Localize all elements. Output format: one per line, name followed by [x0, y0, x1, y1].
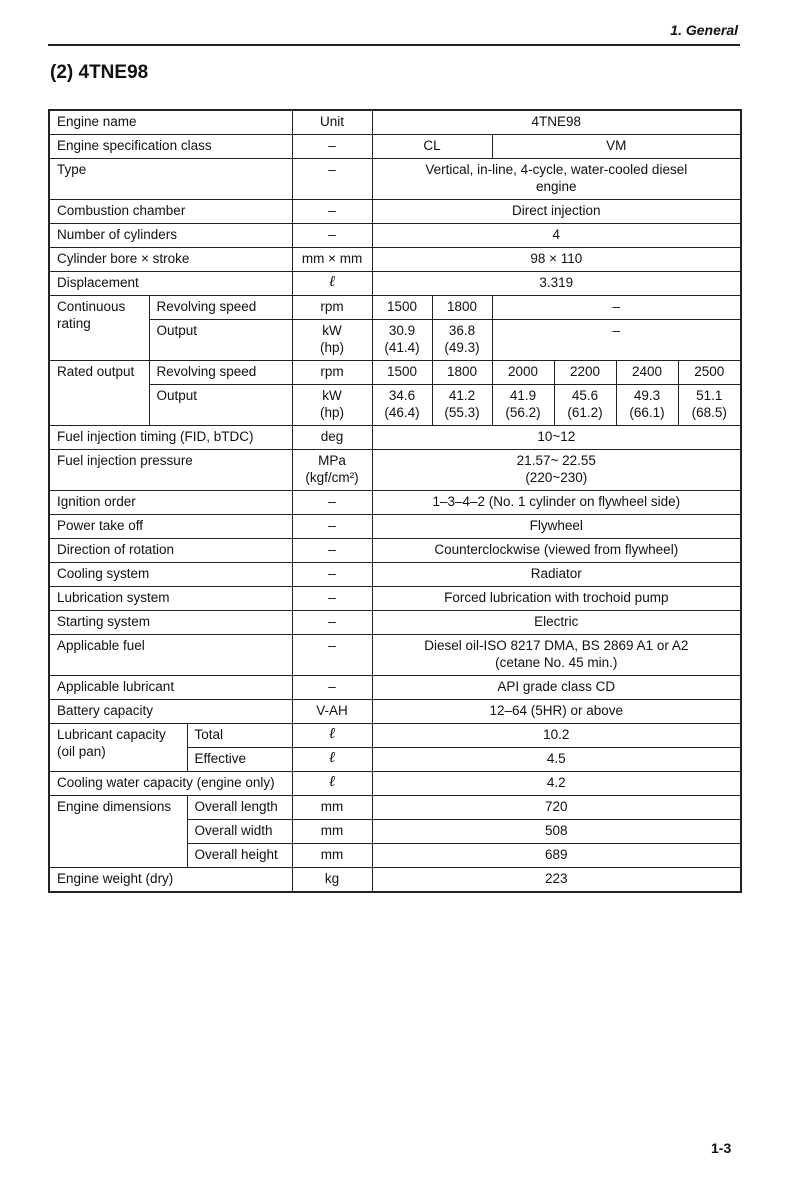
table-row	[49, 587, 741, 611]
table-row	[49, 700, 741, 724]
section-header: 1. General	[670, 22, 738, 38]
hp: (41.4)	[384, 340, 420, 355]
value-line: 21.57~ 22.55	[516, 453, 596, 468]
unit: –	[292, 159, 372, 200]
table-row	[49, 135, 741, 159]
sub-label: Overall width	[187, 820, 292, 844]
kw: 36.8	[448, 323, 476, 338]
value: 2200	[554, 361, 616, 385]
table-row	[49, 272, 741, 296]
value: 223	[372, 868, 741, 893]
value: 689	[372, 844, 741, 868]
value: Radiator	[372, 563, 741, 587]
row-label: Rated output	[49, 361, 149, 426]
unit: mm × mm	[292, 248, 372, 272]
value: Counterclockwise (viewed from flywheel)	[372, 539, 741, 563]
value: Flywheel	[372, 515, 741, 539]
kw: 41.2	[448, 388, 476, 403]
table-row	[49, 676, 741, 700]
value: 4.2	[372, 772, 741, 796]
row-label: Starting system	[49, 611, 292, 635]
row-label: Lubrication system	[49, 587, 292, 611]
value-cl: CL	[372, 135, 492, 159]
table-row	[49, 724, 741, 748]
value: 2400	[616, 361, 678, 385]
kw: 41.9	[509, 388, 537, 403]
unit-line: (hp)	[320, 405, 345, 420]
unit: –	[292, 676, 372, 700]
unit: ℓ	[292, 772, 372, 796]
unit: mm	[292, 820, 372, 844]
value: 1–3–4–2 (No. 1 cylinder on flywheel side)	[372, 491, 741, 515]
unit-line: kW	[322, 323, 342, 338]
table-row	[49, 515, 741, 539]
value: 12–64 (5HR) or above	[372, 700, 741, 724]
unit: V-AH	[292, 700, 372, 724]
value: 2000	[492, 361, 554, 385]
row-label: Direction of rotation	[49, 539, 292, 563]
row-label: Engine dimensions	[49, 796, 187, 868]
unit: –	[292, 515, 372, 539]
value	[372, 450, 741, 491]
unit	[292, 385, 372, 426]
hp: (61.2)	[567, 405, 603, 420]
hp: (49.3)	[444, 340, 480, 355]
unit: ℓ	[292, 748, 372, 772]
unit	[292, 320, 372, 361]
unit: –	[292, 200, 372, 224]
value: 1500	[372, 296, 432, 320]
value-line: (cetane No. 45 min.)	[495, 655, 618, 670]
table-row	[49, 563, 741, 587]
value	[678, 385, 741, 426]
unit: kg	[292, 868, 372, 893]
row-label: Continuous rating	[49, 296, 149, 361]
value-line: Diesel oil-ISO 8217 DMA, BS 2869 A1 or A2	[424, 638, 689, 653]
value: 1800	[432, 361, 492, 385]
unit: –	[292, 135, 372, 159]
row-label: Cooling water capacity (engine only)	[49, 772, 292, 796]
kw: 51.1	[696, 388, 723, 403]
table-row	[49, 110, 741, 135]
row-label: Cylinder bore × stroke	[49, 248, 292, 272]
row-label: Fuel injection pressure	[49, 450, 292, 491]
value: 98 × 110	[372, 248, 741, 272]
value: –	[492, 296, 741, 320]
page-title: (2) 4TNE98	[50, 62, 149, 83]
kw: 30.9	[388, 323, 416, 338]
page-number: 1-3	[711, 1140, 732, 1156]
hp: (68.5)	[691, 405, 727, 420]
unit: –	[292, 587, 372, 611]
value: 1500	[372, 361, 432, 385]
value-line: (220~230)	[525, 470, 588, 485]
row-label: Engine name	[49, 110, 292, 135]
row-label: Displacement	[49, 272, 292, 296]
value	[554, 385, 616, 426]
value: 2500	[678, 361, 741, 385]
value: 1800	[432, 296, 492, 320]
table-row	[49, 868, 741, 893]
unit-line: kW	[322, 388, 342, 403]
table-row	[49, 635, 741, 676]
unit-header: Unit	[292, 110, 372, 135]
value: 4.5	[372, 748, 741, 772]
unit-line: MPa	[318, 453, 346, 468]
unit: ℓ	[292, 724, 372, 748]
value	[372, 385, 432, 426]
row-label: Applicable fuel	[49, 635, 292, 676]
table-row	[49, 320, 741, 361]
value	[372, 159, 741, 200]
row-label: Fuel injection timing (FID, bTDC)	[49, 426, 292, 450]
table-row	[49, 796, 741, 820]
value: API grade class CD	[372, 676, 741, 700]
table-row	[49, 159, 741, 200]
sub-label: Output	[149, 385, 292, 426]
hp: (66.1)	[629, 405, 665, 420]
kw: 34.6	[388, 388, 416, 403]
value: Electric	[372, 611, 741, 635]
table-row	[49, 224, 741, 248]
sub-label: Overall height	[187, 844, 292, 868]
unit	[292, 450, 372, 491]
header-rule	[48, 44, 740, 46]
sub-label: Revolving speed	[149, 296, 292, 320]
unit: –	[292, 635, 372, 676]
unit: –	[292, 563, 372, 587]
unit: rpm	[292, 296, 372, 320]
table-row	[49, 361, 741, 385]
unit-line: (kgf/cm²)	[305, 470, 359, 485]
table-row	[49, 491, 741, 515]
hp: (55.3)	[444, 405, 480, 420]
unit-line: (hp)	[320, 340, 345, 355]
hp: (46.4)	[384, 405, 420, 420]
value: –	[492, 320, 741, 361]
value	[616, 385, 678, 426]
value: 720	[372, 796, 741, 820]
unit: –	[292, 611, 372, 635]
value	[432, 385, 492, 426]
sub-label: Revolving speed	[149, 361, 292, 385]
sub-label: Output	[149, 320, 292, 361]
row-label: Applicable lubricant	[49, 676, 292, 700]
value	[372, 635, 741, 676]
unit: mm	[292, 796, 372, 820]
row-label: Power take off	[49, 515, 292, 539]
value: 508	[372, 820, 741, 844]
value	[492, 385, 554, 426]
row-label: Lubricant capacity (oil pan)	[49, 724, 187, 772]
table-row	[49, 200, 741, 224]
unit: –	[292, 224, 372, 248]
table-row	[49, 385, 741, 426]
unit: –	[292, 539, 372, 563]
sub-label: Overall length	[187, 796, 292, 820]
unit: mm	[292, 844, 372, 868]
row-label: Engine weight (dry)	[49, 868, 292, 893]
row-label: Cooling system	[49, 563, 292, 587]
value	[432, 320, 492, 361]
value	[372, 320, 432, 361]
table-row	[49, 772, 741, 796]
row-label: Battery capacity	[49, 700, 292, 724]
value: 3.319	[372, 272, 741, 296]
row-label: Type	[49, 159, 292, 200]
unit: deg	[292, 426, 372, 450]
spec-table	[48, 109, 742, 893]
table-row	[49, 426, 741, 450]
value: Direct injection	[372, 200, 741, 224]
kw: 49.3	[633, 388, 661, 403]
sub-label: Effective	[187, 748, 292, 772]
table-row	[49, 248, 741, 272]
value: Forced lubrication with trochoid pump	[372, 587, 741, 611]
value: 4TNE98	[372, 110, 741, 135]
table-row	[49, 296, 741, 320]
value-line: Vertical, in-line, 4-cycle, water-cooled diesel	[425, 162, 688, 177]
table-row	[49, 450, 741, 491]
kw: 45.6	[571, 388, 599, 403]
value: 10~12	[372, 426, 741, 450]
value: 10.2	[372, 724, 741, 748]
row-label: Number of cylinders	[49, 224, 292, 248]
table-row	[49, 611, 741, 635]
unit: rpm	[292, 361, 372, 385]
hp: (56.2)	[505, 405, 541, 420]
row-label: Combustion chamber	[49, 200, 292, 224]
row-label: Engine specification class	[49, 135, 292, 159]
table-row	[49, 539, 741, 563]
value-vm: VM	[492, 135, 741, 159]
unit: ℓ	[292, 272, 372, 296]
value: 4	[372, 224, 741, 248]
unit: –	[292, 491, 372, 515]
value-line: engine	[536, 179, 577, 194]
row-label: Ignition order	[49, 491, 292, 515]
sub-label: Total	[187, 724, 292, 748]
